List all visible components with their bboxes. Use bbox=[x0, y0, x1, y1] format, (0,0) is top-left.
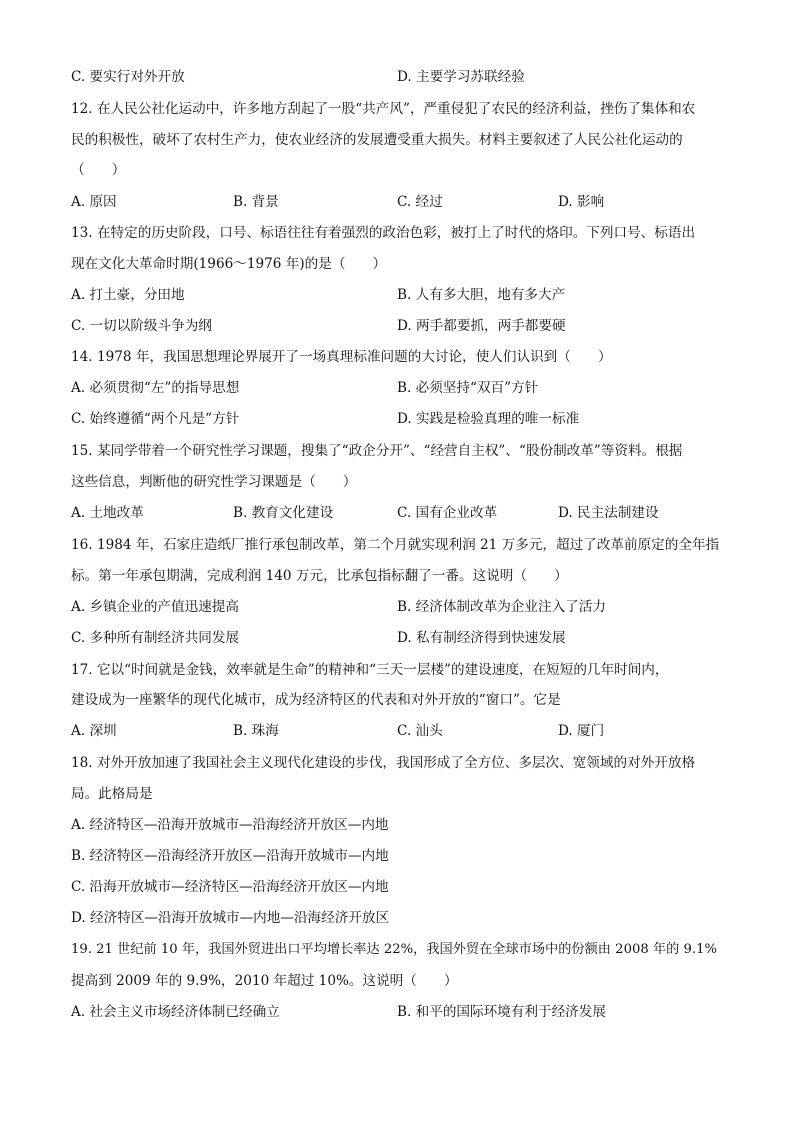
question-14-option-c[interactable]: C. 始终遵循“两个凡是”方针 bbox=[71, 411, 240, 427]
question-15-option-c[interactable]: C. 国有企业改革 bbox=[397, 505, 498, 521]
question-15-option-b[interactable]: B. 教育文化建设 bbox=[233, 505, 334, 521]
question-13-stem-line-2: 现在文化大革命时期(1966～1976 年)的是（ ） bbox=[71, 256, 387, 272]
question-13-option-d[interactable]: D. 两手都要抓，两手都要硬 bbox=[397, 318, 566, 334]
question-12-stem-line-3: （ ） bbox=[71, 162, 126, 178]
question-15-option-a[interactable]: A. 土地改革 bbox=[71, 505, 144, 521]
question-16-option-c[interactable]: C. 多种所有制经济共同发展 bbox=[71, 630, 240, 646]
question-19-option-a[interactable]: A. 社会主义市场经济体制已经确立 bbox=[71, 1004, 280, 1020]
question-16-option-a[interactable]: A. 乡镇企业的产值迅速提高 bbox=[71, 599, 239, 615]
question-17-option-d[interactable]: D. 厦门 bbox=[558, 723, 605, 739]
question-18-stem-line-1: 18. 对外开放加速了我国社会主义现代化建设的步伐，我国形成了全方位、多层次、宽领域的对外开放格 bbox=[71, 755, 696, 771]
question-14-option-b[interactable]: B. 必须坚持“双百”方针 bbox=[397, 380, 539, 396]
question-12-stem-line-2: 民的积极性，破坏了农村生产力，使农业经济的发展遭受重大损失。材料主要叙述了人民公社化运动的 bbox=[71, 132, 683, 148]
question-16-option-b[interactable]: B. 经济体制改革为企业注入了活力 bbox=[397, 599, 606, 615]
question-18-option-c[interactable]: C. 沿海开放城市—经济特区—沿海经济开放区—内地 bbox=[71, 879, 389, 895]
question-13-stem-line-1: 13. 在特定的历史阶段，口号、标语往往有着强烈的政治色彩，被打上了时代的烙印。下列口号、标语出 bbox=[71, 225, 696, 241]
question-13-option-c[interactable]: C. 一切以阶级斗争为纲 bbox=[71, 318, 212, 334]
option-c-prev: C. 要实行对外开放 bbox=[71, 69, 185, 85]
question-18-option-a[interactable]: A. 经济特区—沿海开放城市—沿海经济开放区—内地 bbox=[71, 817, 389, 833]
question-14-option-a[interactable]: A. 必须贯彻“左”的指导思想 bbox=[71, 380, 240, 396]
question-12-stem-line-1: 12. 在人民公社化运动中，许多地方刮起了一股“共产风”，严重侵犯了农民的经济利益，挫伤了集体和农 bbox=[71, 101, 696, 117]
question-18-option-b[interactable]: B. 经济特区—沿海经济开放区—沿海开放城市—内地 bbox=[71, 848, 389, 864]
question-17-option-a[interactable]: A. 深圳 bbox=[71, 723, 117, 739]
question-18-option-d[interactable]: D. 经济特区—沿海开放城市—内地—沿海经济开放区 bbox=[71, 910, 390, 926]
question-15-stem-line-1: 15. 某同学带着一个研究性学习课题，搜集了“政企分开”、“经营自主权”、“股份制改革”等资料。根据 bbox=[71, 443, 683, 459]
question-12-option-c[interactable]: C. 经过 bbox=[397, 194, 443, 210]
question-13-option-b[interactable]: B. 人有多大胆，地有多大产 bbox=[397, 287, 566, 303]
question-18-stem-line-2: 局。此格局是 bbox=[71, 786, 153, 802]
question-14-stem-line-1: 14. 1978 年，我国思想理论界展开了一场真理标准问题的大讨论，使人们认识到（ ） bbox=[71, 349, 612, 365]
question-16-option-d[interactable]: D. 私有制经济得到快速发展 bbox=[397, 630, 566, 646]
question-17-stem-line-2: 建设成为一座繁华的现代化城市，成为经济特区的代表和对外开放的“窗口”。它是 bbox=[71, 692, 561, 708]
question-19-stem-line-1: 19. 21 世纪前 10 年，我国外贸进出口平均增长率达 22%，我国外贸在全球市场中的份额由 2008 年的 9.1% bbox=[71, 942, 718, 957]
option-d-prev: D. 主要学习苏联经验 bbox=[397, 69, 525, 85]
question-12-option-b[interactable]: B. 背景 bbox=[233, 194, 279, 210]
question-16-stem-line-2: 标。第一年承包期满，完成利润 140 万元，比承包指标翻了一番。这说明（ ） bbox=[71, 568, 568, 584]
question-16-stem-line-1: 16. 1984 年，石家庄造纸厂推行承包制改革，第二个月就实现利润 21 万多元，超过了改革前原定的全年指 bbox=[71, 537, 720, 553]
question-15-option-d[interactable]: D. 民主法制建设 bbox=[558, 505, 659, 521]
question-14-option-d[interactable]: D. 实践是检验真理的唯一标准 bbox=[397, 411, 580, 427]
question-17-stem-line-1: 17. 它以“时间就是金钱，效率就是生命”的精神和“三天一层楼”的建设速度，在短短的几年时间内， bbox=[71, 662, 669, 678]
question-17-option-c[interactable]: C. 汕头 bbox=[397, 723, 443, 739]
question-15-stem-line-2: 这些信息，判断他的研究性学习课题是（ ） bbox=[71, 474, 357, 490]
question-12-option-d[interactable]: D. 影响 bbox=[558, 194, 605, 210]
question-12-option-a[interactable]: A. 原因 bbox=[71, 194, 117, 210]
question-13-option-a[interactable]: A. 打土豪，分田地 bbox=[71, 287, 185, 303]
question-17-option-b[interactable]: B. 珠海 bbox=[233, 723, 279, 739]
question-19-stem-line-2: 提高到 2009 年的 9.9%，2010 年超过 10%。这说明（ ） bbox=[71, 973, 458, 989]
question-19-option-b[interactable]: B. 和平的国际环境有利于经济发展 bbox=[397, 1004, 606, 1020]
